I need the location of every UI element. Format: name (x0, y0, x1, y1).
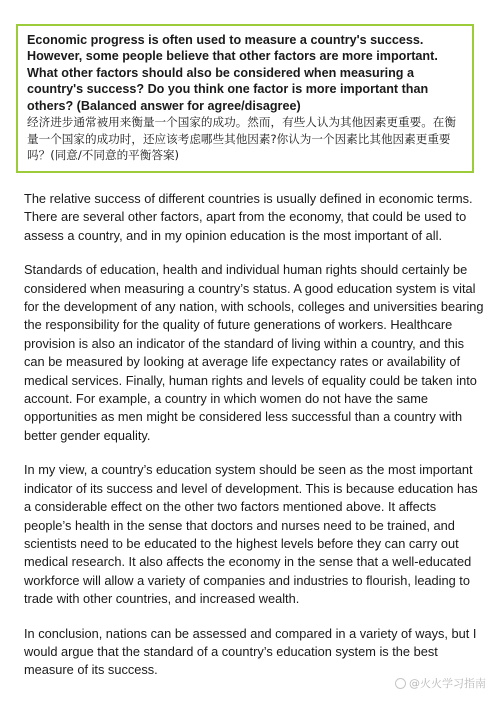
question-english: Economic progress is often used to measure a country's success. However, some people believe that other factors are more important. What other factors should also be considered when measuring a country's success? Do you think one factor is more important than others? (Balanced answer for agree/disagree) (27, 33, 438, 113)
essay-paragraph-factors: Standards of education, health and individual human rights should certainly be considered when measuring a country’s status. A good education system is vital for the development of any nation, with schools, colleges and universities bearing the responsibility for the quality of future generations of workers. Healthcare provision is also an indicator of the standard of living within a country, and this can be measured by looking at average life expectancy rates or availability of medical services. Finally, human rights and levels of equality could be taken into account. For example, a country in which women do not have the same opportunities as men might be considered less successful than a country with better gender equality. (24, 262, 484, 443)
watermark-text: @火火学习指南 (409, 677, 486, 690)
question-box (16, 24, 474, 173)
essay-paragraph-opinion: In my view, a country’s education system should be seen as the most important indicator of its success and level of development. This is because education has a considerable effect on the other two factors mentioned above. It affects people’s health in the sense that doctors and nurses need to be trained, and scientists need to be educated to the highest levels before they can carry out medical research. It also affects the economy in the sense that a well-educated workforce will allow a variety of companies and industries to flourish, leading to trade with other countries, and increased wealth. (24, 462, 478, 607)
essay-body (24, 190, 484, 696)
question-chinese: 经济进步通常被用来衡量一个国家的成功。然而，有些人认为其他因素更重要。在衡量一个国家的成功时，还应该考虑哪些其他因素?你认为一个因素比其他因素更重要吗？(同意/不同意的平衡答案) (27, 115, 456, 163)
circle-logo-icon (395, 678, 406, 689)
essay-paragraph-intro: The relative success of different countries is usually defined in economic terms. There are several other factors, apart from the economy, that could be used to assess a country, and in my opinion education is the most important of all. (24, 191, 473, 243)
essay-paragraph-conclusion: In conclusion, nations can be assessed and compared in a variety of ways, but I would argue that the standard of a country’s education system is the best measure of its success. (24, 625, 477, 678)
watermark (395, 675, 486, 691)
